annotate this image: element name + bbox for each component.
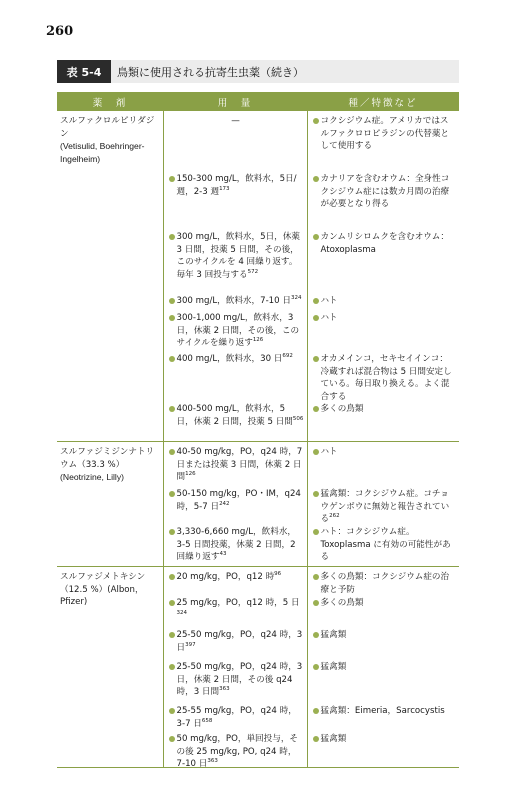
dose-text: 400 mg/L，飲料水，30 日 — [176, 354, 283, 364]
dose-text: 150-300 mg/L，飲料水，5日/週，2-3 週 — [176, 174, 297, 197]
dose-text: 3,330-6,660 mg/L，飲料水，3-5 日間投薬，休薬 2 日間，2 回繰り返す — [176, 527, 297, 563]
drug-alt-name: (Vetisulid, Boehringer-Ingelheim) — [60, 141, 145, 164]
dose-text: 50-150 mg/kg，PO・IM，q24 時，5-7 日 — [176, 489, 301, 512]
dose-ref: 324 — [290, 295, 302, 302]
bullet-icon — [312, 115, 321, 153]
drug-cell — [57, 567, 163, 768]
bullet-icon — [168, 571, 177, 584]
table-row — [57, 442, 459, 567]
table-row — [57, 567, 459, 768]
dose-ref: 96 — [274, 571, 282, 578]
dose-text: 300 mg/L，飲料水，5日，休薬 3 日間，投薬 5 日間，その後，このサイクルを 4 回繰り返す。毎年 3 回投与する — [176, 232, 300, 280]
note-entry — [312, 705, 457, 718]
bullet-icon — [312, 231, 321, 256]
dose-ref: 658 — [201, 717, 213, 724]
note-text: 猛禽類 — [320, 662, 347, 672]
table-label: 表 5-4 — [57, 60, 111, 83]
dose-entry — [168, 231, 304, 281]
dose-ref: 397 — [185, 641, 196, 648]
note-text: 多くの鳥類 — [320, 404, 364, 414]
dose-text: 25-50 mg/kg，PO，q24 時，3 日 — [176, 630, 303, 653]
note-text: ハト — [320, 296, 338, 306]
note-entry — [312, 231, 457, 256]
table-row — [57, 111, 459, 442]
bullet-icon — [312, 173, 321, 211]
note-text: 多くの鳥類 — [320, 598, 364, 608]
drug-table — [57, 92, 459, 768]
note-entry — [312, 312, 457, 325]
bullet-icon — [312, 661, 321, 674]
dose-entry — [168, 705, 304, 730]
dose-cell — [163, 567, 307, 768]
bullet-icon — [168, 705, 177, 730]
bullet-icon — [168, 661, 177, 699]
dose-entry — [168, 446, 304, 484]
bullet-icon — [312, 705, 321, 718]
note-entry — [312, 446, 457, 459]
note-cell — [307, 442, 459, 567]
note-text: オカメインコ，セキセイインコ：冷蔵すれば混合物は 5 日間安定している。毎日取り換える。よく混合する — [320, 354, 452, 402]
drug-name: スルファクロルピリダジン — [60, 116, 155, 139]
dose-entry — [168, 312, 304, 350]
note-cell — [307, 111, 459, 442]
bullet-icon — [312, 353, 321, 403]
drug-cell — [57, 442, 163, 567]
dose-entry — [168, 403, 304, 428]
dose-text: 25-50 mg/kg，PO，q24 時，3 日，休薬 2 日間，その後 q24 時，3 日間 — [176, 662, 303, 698]
header-note: 種／特徴など — [307, 92, 459, 111]
bullet-icon — [168, 733, 177, 771]
note-entry — [312, 295, 457, 308]
dose-ref: 173 — [219, 185, 230, 192]
dose-entry — [168, 661, 304, 699]
note-cell — [307, 567, 459, 768]
dose-text: 25-55 mg/kg，PO，q24 時，3-7 日 — [176, 706, 297, 729]
dose-ref: 126 — [252, 337, 264, 344]
bullet-icon — [312, 403, 321, 416]
drug-name: スルファジメトキシン（12.5 %）(Albon，Pfizer) — [60, 572, 146, 608]
bullet-icon — [312, 312, 321, 325]
drug-cell — [57, 111, 163, 442]
dose-text: 40-50 mg/kg，PO，q24 時，7 日または投薬 3 日間，休薬 2 日間 — [176, 447, 303, 483]
note-entry — [312, 173, 457, 211]
dose-ref: 126 — [185, 471, 196, 478]
dose-ref: 506 — [292, 415, 304, 422]
dose-entry — [168, 173, 304, 198]
note-text: 猛禽類 — [320, 734, 347, 744]
bullet-icon — [168, 597, 177, 622]
page-number: 260 — [46, 24, 74, 39]
dose-text: 400-500 mg/L，飲料水，5 日，休薬 2 日間，投薬 5 日間 — [176, 404, 293, 427]
bullet-icon — [312, 629, 321, 642]
note-text: コクシジウム症。アメリカではスルファクロロピラジンの代替薬として使用する — [320, 116, 450, 152]
drug-alt-name: (Neotrizine, Lilly) — [60, 472, 124, 483]
dose-text: 300-1,000 mg/L，飲料水，3 日，休薬 2 日間，その後，このサイクルを繰り返す — [176, 313, 300, 349]
table-title: 鳥類に使用される抗寄生虫薬（続き） — [111, 60, 459, 83]
bullet-icon — [312, 733, 321, 746]
note-entry — [312, 353, 457, 403]
note-entry — [312, 733, 457, 746]
bullet-icon — [312, 571, 321, 596]
note-text: 猛禽類：Eimeria，Sarcocystis — [320, 706, 445, 716]
note-entry — [312, 403, 457, 416]
dose-ref: 43 — [219, 551, 227, 558]
header-dose: 用 量 — [163, 92, 307, 111]
dose-dash: — — [231, 116, 240, 126]
dose-ref: 692 — [282, 353, 293, 360]
dose-text: 20 mg/kg，PO，q12 時 — [176, 572, 275, 582]
dose-entry — [168, 526, 304, 564]
note-entry — [312, 571, 457, 596]
bullet-icon — [312, 526, 321, 564]
dose-entry — [168, 295, 304, 308]
dose-entry — [168, 733, 304, 771]
note-text: カンムリシロムクを含むオウム：Atoxoplasma — [320, 232, 449, 255]
dose-entry — [168, 571, 304, 584]
dose-ref: 363 — [207, 758, 218, 765]
note-entry — [312, 115, 457, 153]
note-text: ハト — [320, 447, 338, 457]
bullet-icon — [168, 403, 177, 428]
note-text: 猛禽類：コクシジウム症。コチョウゲンボウに無効と報告されている — [320, 489, 450, 525]
note-entry — [312, 661, 457, 674]
table-header-row — [57, 92, 459, 111]
dose-cell — [163, 111, 307, 442]
bullet-icon — [168, 231, 177, 281]
dose-ref: 363 — [219, 686, 230, 693]
note-entry — [312, 629, 457, 642]
bullet-icon — [312, 597, 321, 610]
note-ref: 262 — [329, 513, 340, 520]
note-text: ハト — [320, 313, 338, 323]
bullet-icon — [168, 488, 177, 513]
dose-entry — [168, 353, 304, 366]
bullet-icon — [168, 526, 177, 564]
dose-ref: 324 — [176, 609, 187, 616]
bullet-icon — [168, 312, 177, 350]
note-entry — [312, 526, 457, 564]
bullet-icon — [168, 629, 177, 654]
bullet-icon — [168, 446, 177, 484]
note-entry — [312, 597, 457, 610]
dose-text: 50 mg/kg，PO，単回投与，その後 25 mg/kg, PO, q24 時，7-10 日 — [176, 734, 299, 770]
dose-entry — [168, 629, 304, 654]
dose-cell — [163, 442, 307, 567]
bullet-icon — [312, 295, 321, 308]
dose-text: 300 mg/L，飲料水，7-10 日 — [176, 296, 291, 306]
dose-entry — [168, 488, 304, 513]
note-text: ハト：コクシジウム症。Toxoplasma に有効の可能性がある — [320, 527, 451, 563]
note-text: 多くの鳥類：コクシジウム症の治療と予防 — [320, 572, 450, 595]
dose-ref: 242 — [219, 500, 230, 507]
bullet-icon — [312, 488, 321, 526]
dose-ref: 572 — [247, 268, 259, 275]
dose-entry — [168, 597, 304, 622]
header-drug: 薬 剤 — [57, 92, 163, 111]
drug-name: スルファジミジンナトリウム（33.3 %） — [60, 447, 155, 470]
bullet-icon — [168, 353, 177, 366]
bullet-icon — [168, 173, 177, 198]
table-title-bar — [57, 60, 459, 83]
bullet-icon — [168, 295, 177, 308]
bullet-icon — [312, 446, 321, 459]
note-entry — [312, 488, 457, 526]
note-text: 猛禽類 — [320, 630, 347, 640]
note-text: カナリアを含むオウム：全身性コクシジウム症には数カ月間の治療が必要となり得る — [320, 174, 450, 210]
dose-text: 25 mg/kg，PO，q12 時，5 日 — [176, 598, 300, 608]
